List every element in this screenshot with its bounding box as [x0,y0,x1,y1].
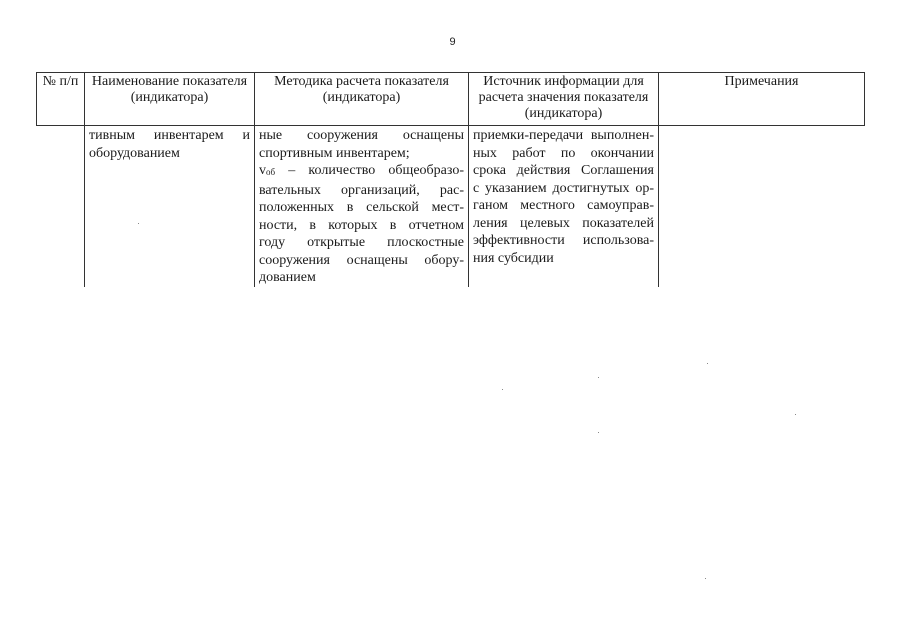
scan-speck [598,432,599,433]
text-line: ных работ по окончании [473,145,654,161]
text-line: срока действия Соглашения [473,163,654,178]
header-number: № п/п [37,73,85,126]
text-line: ния субсидии [473,250,554,266]
text-line: ганом местного самоуправ- [473,198,654,213]
text-line: году открытые плоскостные [259,235,464,250]
variable-symbol: v [259,163,266,178]
text-line: положенных в сельской мест- [259,200,464,215]
header-notes: Примечания [659,73,865,126]
text-line: ные сооружения оснащены [259,128,464,143]
text-line: ности, в которых в отчетном [259,217,464,233]
indicator-table [36,72,865,287]
cell-indicator-name [85,126,255,287]
scan-speck [138,223,139,224]
table-row [37,126,865,287]
table-header-row [37,73,865,126]
text-line: вательных организаций, рас- [259,182,464,198]
text-line: сооружения оснащены обору- [259,252,464,268]
scan-speck [598,377,599,378]
text-line: с указанием достигнутых ор- [473,180,654,196]
cell-information-source [469,126,659,287]
text-line: дованием [259,270,316,285]
cell-notes [659,126,865,287]
text-line: эффективности использова- [473,233,654,248]
text-line: оборудованием [89,145,180,161]
text-line: приемки-передачи выполнен- [473,128,654,143]
header-indicator-name: Наименование показателя (индикатора) [85,73,255,126]
text-line: ления целевых показателей [473,215,654,231]
scan-speck [705,578,706,579]
scan-speck [795,414,796,415]
cell-calculation-method [255,126,469,287]
scan-speck [707,363,708,364]
scan-speck [502,389,503,390]
text-line: спортивным инвентарем; [259,145,410,161]
header-calculation-method: Методика расчета показателя (индикатора) [255,73,469,126]
variable-definition: – количество общеобразо- [275,163,464,178]
variable-subscript: об [266,167,276,177]
text-line: тивным инвентарем и [89,128,250,143]
cell-number [37,126,85,287]
page-number: 9 [449,36,456,48]
formula-line [259,162,464,182]
header-information-source: Источник информации для расчета значения показателя (индикатора) [469,73,659,126]
